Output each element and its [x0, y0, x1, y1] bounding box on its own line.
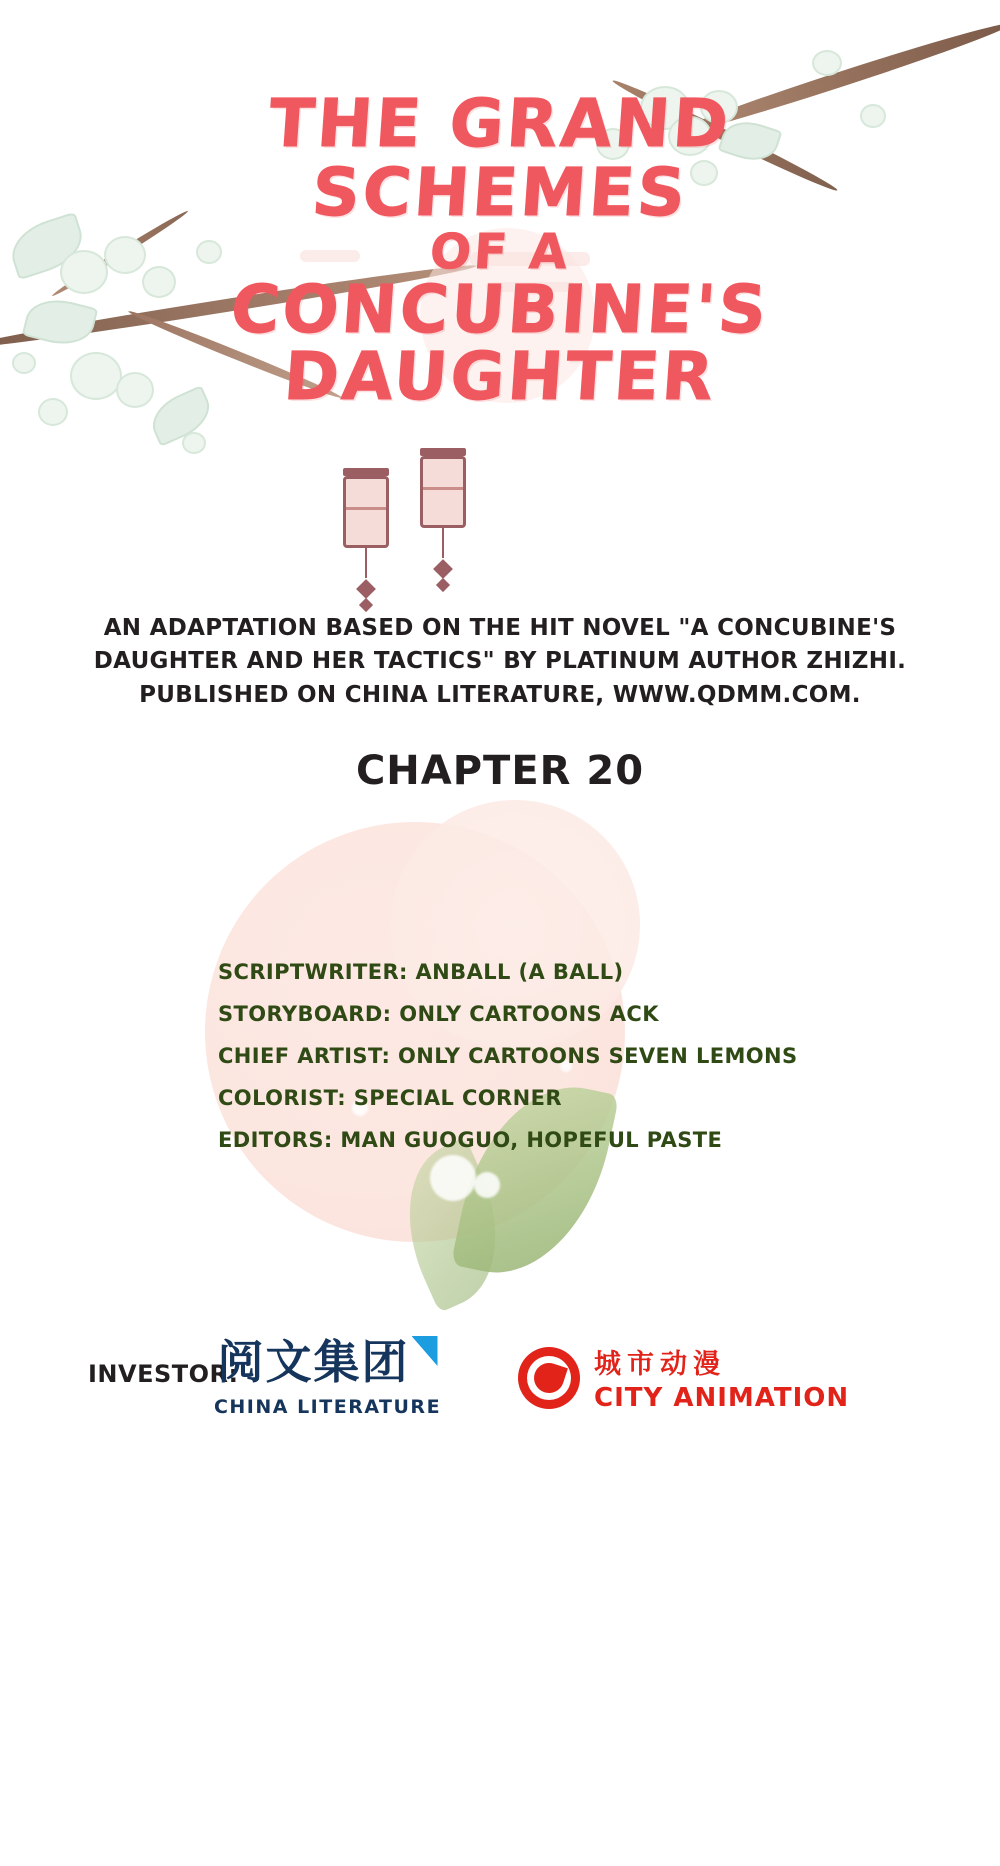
china-literature-mark-icon: [412, 1336, 438, 1366]
chapter-title: CHAPTER 20: [355, 748, 645, 794]
footer-block: [0, 1320, 1000, 1450]
title-line-3: OF A: [428, 224, 572, 281]
lantern-icon: [343, 468, 389, 614]
title-line-4: CONCUBINE'S: [228, 271, 772, 349]
title-line-1: THE GRAND: [266, 85, 734, 162]
credit-chief-artist: CHIEF ARTIST: ONLY CARTOONS SEVEN LEMONS: [218, 1044, 798, 1068]
investor-label: INVESTOR:: [88, 1360, 239, 1388]
city-animation-logo-en: CITY ANIMATION: [594, 1383, 850, 1413]
city-animation-mark-icon: [518, 1347, 580, 1409]
credit-scriptwriter: SCRIPTWRITER: ANBALL (A BALL): [218, 960, 624, 984]
credit-editors: EDITORS: MAN GUOGUO, HOPEFUL PASTE: [218, 1128, 723, 1152]
china-literature-logo-cn: 阅文集团: [217, 1335, 410, 1389]
china-literature-logo-en: CHINA LITERATURE: [213, 1396, 442, 1418]
china-literature-logo: [205, 1326, 450, 1418]
title-block: [0, 85, 1000, 416]
city-animation-logo: [518, 1342, 849, 1413]
title-line-2: SCHEMES: [309, 153, 691, 231]
blossom-icon: [812, 50, 842, 76]
title-line-5: DAUGHTER: [281, 338, 719, 416]
adaptation-note: AN ADAPTATION BASED ON THE HIT NOVEL "A CONCUBINE'S DAUGHTER AND HER TACTICS" BY PLATINUM AUTHOR ZHIZHI. PUBLISHED ON CHINA LITERATURE, WWW.QDMM.COM.: [93, 615, 907, 708]
credit-storyboard: STORYBOARD: ONLY CARTOONS ACK: [218, 1002, 659, 1026]
light-glow: [474, 1172, 500, 1198]
credit-colorist: COLORIST: SPECIAL CORNER: [218, 1086, 562, 1110]
blossom-icon: [182, 432, 206, 454]
city-animation-logo-cn: 城市动漫: [594, 1349, 726, 1380]
lantern-icon: [420, 448, 466, 594]
credits-block: [218, 960, 798, 1170]
